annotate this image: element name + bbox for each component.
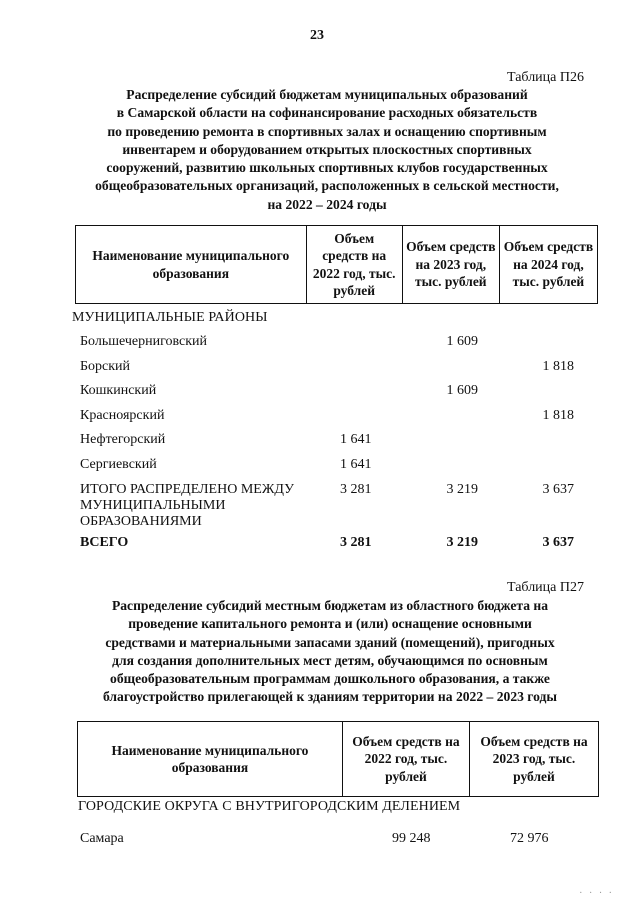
- title-line: общеобразовательных организаций, расположенных в сельской местности,: [95, 178, 559, 194]
- table-p27-header: [77, 721, 599, 797]
- header-name: Наименование муниципального образования: [76, 226, 307, 304]
- header-2023: Объем средств на 2023 год, тыс. рублей: [402, 226, 499, 304]
- total-2023: 3 219: [446, 535, 478, 550]
- table-p27-title: [70, 597, 590, 707]
- cell-2022: 1 641: [340, 432, 372, 447]
- header-2024: Объем средств на 2024 год, тыс. рублей: [499, 226, 597, 304]
- title-line: Распределение субсидий бюджетам муниципальных образований: [126, 87, 528, 102]
- subtotal-2022: 3 281: [340, 482, 372, 497]
- title-line: сооружений, развитию школьных спортивных клубов государственных: [106, 160, 548, 176]
- title-line: проведение капитального ремонта и (или) оснащение основными: [128, 616, 532, 632]
- cell-2024: 1 818: [542, 359, 574, 374]
- table-row-name: Большечерниговский: [80, 334, 208, 349]
- subtotal-name: ИТОГО РАСПРЕДЕЛЕНО МЕЖДУ МУНИЦИПАЛЬНЫМИ ОБРАЗОВАНИЯМИ: [80, 482, 294, 529]
- table-row-name: Сергиевский: [80, 457, 157, 472]
- table-p26-header: [75, 225, 598, 304]
- title-line: на 2022 – 2024 годы: [267, 196, 387, 212]
- table-p27-label: Таблица П27: [507, 580, 584, 595]
- table-row-name: Самара: [80, 831, 124, 846]
- table-p27-section: ГОРОДСКИЕ ОКРУГА С ВНУТРИГОРОДСКИМ ДЕЛЕНИЕМ: [78, 799, 461, 814]
- total-name: ВСЕГО: [80, 535, 129, 550]
- cell-2022: 1 641: [340, 457, 372, 472]
- cell-2022: 99 248: [392, 831, 431, 846]
- title-line: Распределение субсидий местным бюджетам из областного бюджета на: [111, 598, 549, 613]
- title-line: инвентарем и оборудованием открытых плоскостных спортивных: [122, 141, 532, 157]
- table-p26-section: МУНИЦИПАЛЬНЫЕ РАЙОНЫ: [72, 310, 268, 325]
- header-2023: Объем средств на 2023 год, тыс. рублей: [469, 722, 598, 797]
- title-line: в Самарской области на софинансирование расходных обязательств: [116, 105, 538, 121]
- title-line: по проведению ремонта в спортивных залах и оснащению спортивным: [107, 123, 547, 139]
- total-2024: 3 637: [542, 535, 574, 550]
- table-row-name: Кошкинский: [80, 383, 157, 398]
- cell-2023: 1 609: [446, 334, 478, 349]
- title-line: благоустройство прилегающей к зданиям территории на 2022 – 2023 годы: [102, 689, 558, 705]
- title-line: общеобразовательным программам дошкольного образования, а также: [110, 671, 550, 687]
- title-line: средствами и материальными запасами зданий (помещений), пригодных: [105, 634, 555, 650]
- subtotal-2023: 3 219: [446, 482, 478, 497]
- table-row-name: Нефтегорский: [80, 432, 166, 447]
- table-p26-title: [60, 86, 594, 214]
- header-2022: Объем средств на 2022 год, тыс. рублей: [342, 722, 469, 797]
- cell-2023: 1 609: [446, 383, 478, 398]
- cell-2024: 1 818: [542, 408, 574, 423]
- scan-artifact: · · · ·: [579, 888, 614, 899]
- table-row-name: Красноярский: [80, 408, 165, 423]
- subtotal-2024: 3 637: [542, 482, 574, 497]
- total-2022: 3 281: [340, 535, 372, 550]
- header-name: Наименование муниципального образования: [78, 722, 343, 797]
- header-2022: Объем средств на 2022 год, тыс. рублей: [306, 226, 402, 304]
- page-number: 23: [310, 28, 324, 43]
- cell-2023: 72 976: [510, 831, 549, 846]
- table-row-name: Борский: [80, 359, 131, 374]
- table-p26-label: Таблица П26: [507, 70, 584, 85]
- title-line: для создания дополнительных мест детям, обучающимся по основным: [112, 652, 548, 668]
